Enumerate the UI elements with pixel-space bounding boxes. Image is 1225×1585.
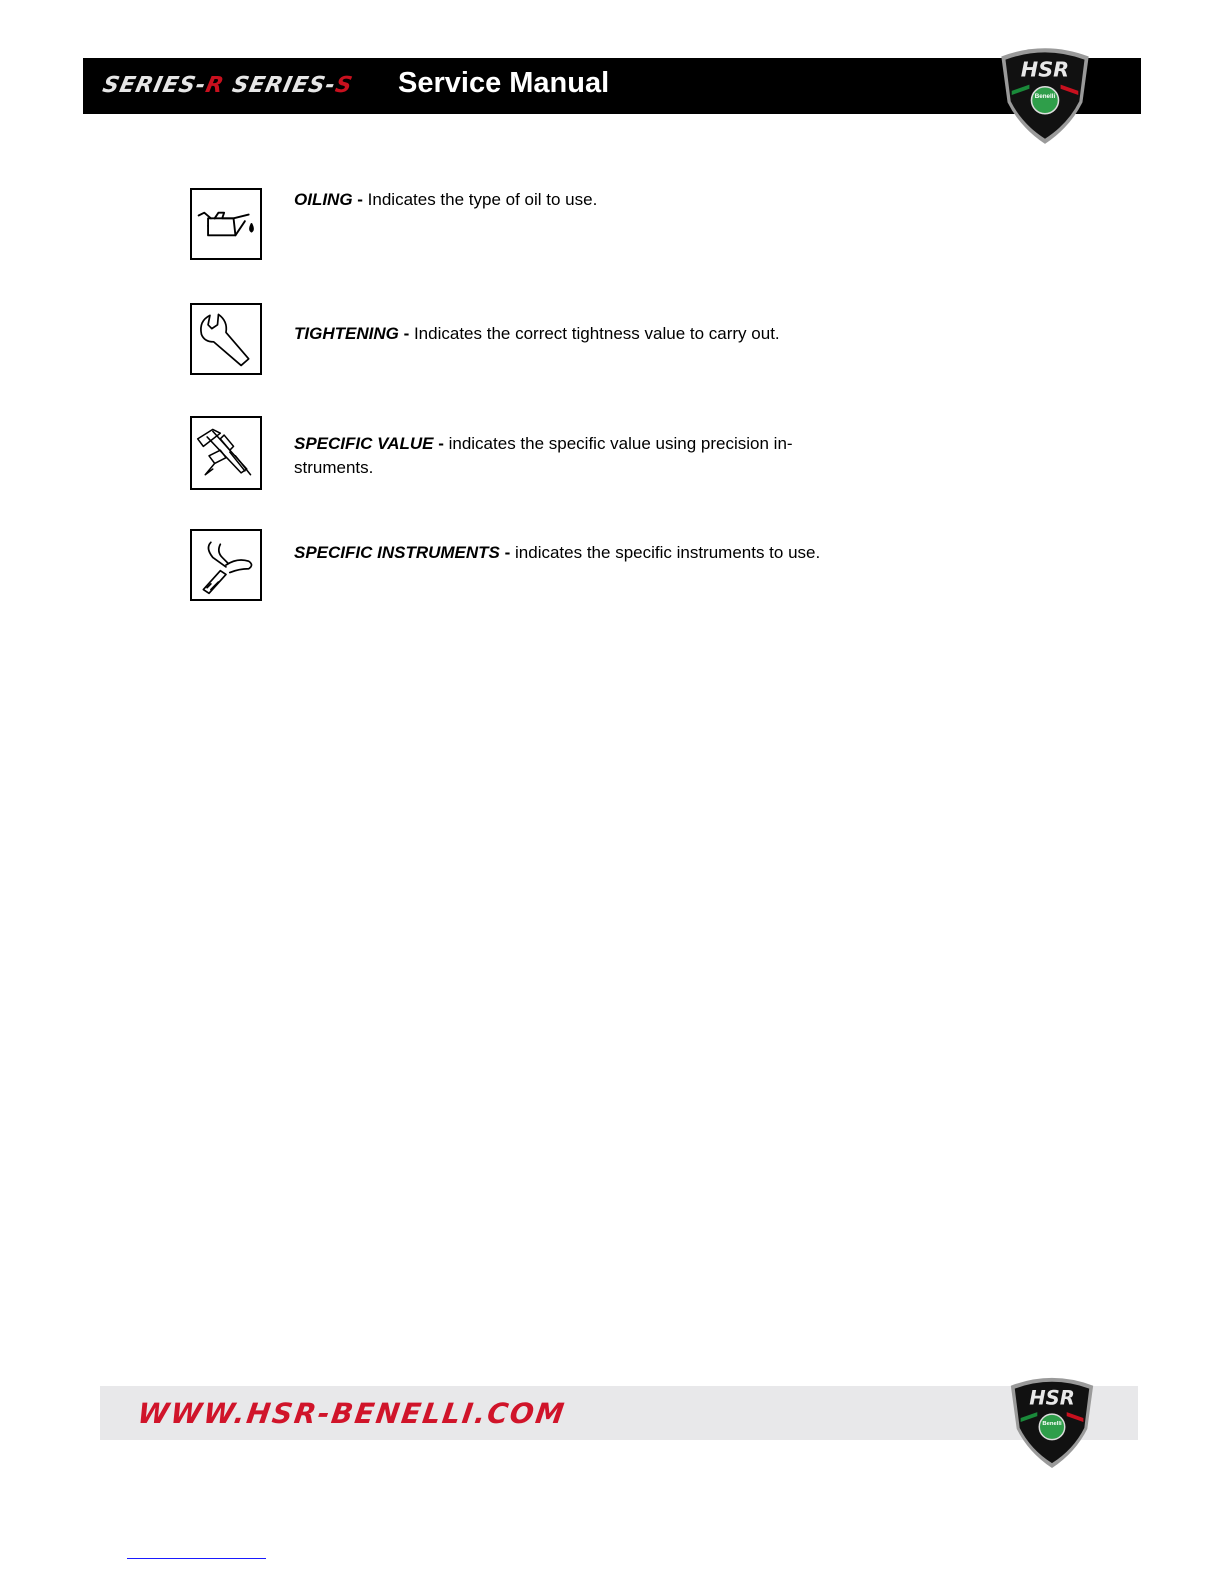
svg-text:HSR: HSR — [1029, 1386, 1075, 1410]
svg-text:Benelli: Benelli — [1042, 1420, 1062, 1427]
pliers-icon — [190, 529, 262, 601]
caliper-icon — [190, 416, 262, 490]
svg-text:HSR: HSR — [1020, 57, 1070, 82]
svg-text:Benelli: Benelli — [1034, 93, 1056, 101]
hsr-benelli-logo — [993, 42, 1097, 146]
manual-title: Service Manual — [398, 67, 610, 99]
footer-band — [100, 1386, 1138, 1440]
legend-text: OILING - Indicates the type of oil to use. — [294, 190, 598, 209]
wrench-icon — [190, 303, 262, 375]
legend-text: TIGHTENING - Indicates the correct tightness value to carry out. — [294, 324, 780, 343]
footnote-rule — [127, 1558, 266, 1559]
header-band — [83, 58, 1141, 114]
website-link[interactable]: WWW.HSR-BENELLI.COM — [135, 1397, 568, 1430]
oil-can-icon — [190, 188, 262, 260]
legend-text: SPECIFIC VALUE - indicates the specific value using precision in-struments. — [294, 434, 793, 477]
series-label: SERIES-R SERIES-S — [100, 73, 356, 98]
legend-text: SPECIFIC INSTRUMENTS - indicates the specific instruments to use. — [294, 543, 821, 562]
hsr-benelli-logo — [1003, 1372, 1101, 1470]
